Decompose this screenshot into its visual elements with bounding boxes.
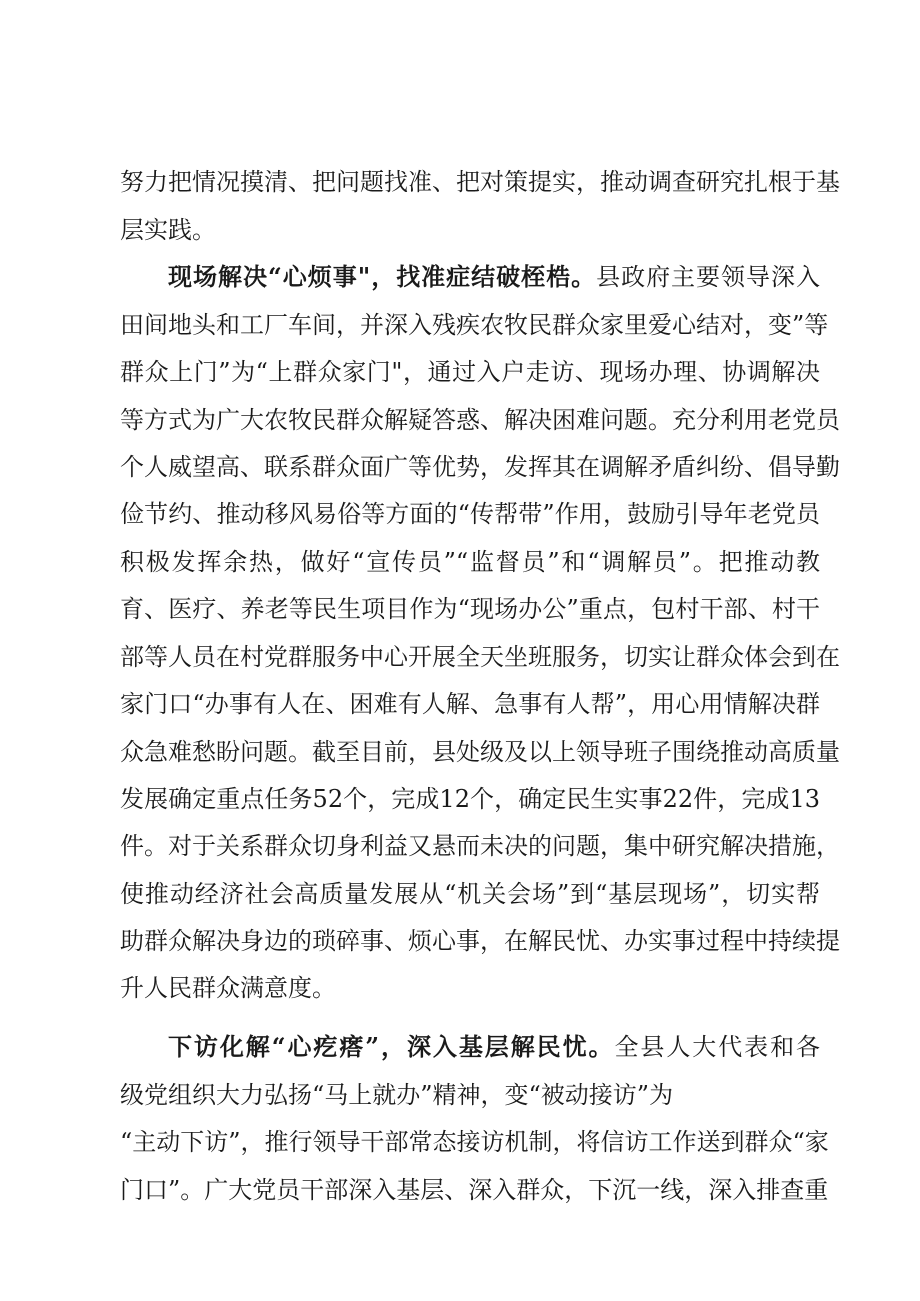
paragraph-2-line-4: 等方式为广大农牧民群众解疑答惑、解决困难问题。充分利用老党员 — [120, 406, 840, 434]
paragraph-1-line-1: 努力把情况摸清、把问题找准、把对策提实，推动调查研究扎根于基 — [120, 168, 840, 196]
paragraph-2-first-line — [168, 253, 820, 301]
paragraph-2-line-3: 群众上门”为“上群众家门"，通过入户走访、现场办理、协调解决 — [120, 358, 820, 386]
paragraph-2-line-13: 件。对于关系群众切身利益又悬而未决的问题，集中研究解决措施， — [120, 832, 840, 860]
paragraph-3-line-4: 门口”。广大党员干部深入基层、深入群众，下沉一线，深入排查重 — [120, 1176, 829, 1204]
paragraph-3-first-line — [168, 1023, 820, 1071]
paragraph-2-line-11: 众急难愁盼问题。截至目前，县处级及以上领导班子围绕推动高质量 — [120, 738, 840, 766]
paragraph-2-line-6: 俭节约、推动移风易俗等方面的“传帮带”作用，鼓励引导年老党员 — [120, 500, 820, 528]
paragraph-2-line-2: 田间地头和工厂车间，并深入残疾农牧民群众家里爱心结对，变”等 — [120, 311, 829, 339]
paragraph-2-heading: 现场解决“心烦事"，找准症结破桎梏。 — [168, 262, 597, 291]
paragraph-2-line-8: 育、医疗、养老等民生项目作为“现场办公”重点，包村干部、村干 — [120, 595, 820, 623]
paragraph-2-line-1-text: 县政府主要领导深入 — [596, 263, 820, 291]
paragraph-3-heading: 下访化解“心疙瘩”，深入基层解民忧。 — [168, 1032, 615, 1061]
paragraph-2-line-7: 积极发挥余热，做好“宣传员”“监督员”和“调解员”。把推动教 — [120, 548, 820, 576]
paragraph-2-line-9: 部等人员在村党群服务中心开展全天坐班服务，切实让群众体会到在 — [120, 643, 840, 671]
paragraph-3-line-1-text: 全县人大代表和各 — [614, 1033, 821, 1061]
paragraph-2-line-10: 家门口“办事有人在、困难有人解、急事有人帮”，用心用情解决群 — [120, 690, 820, 718]
paragraph-3-line-3: “主动下访”，推行领导干部常态接访机制，将信访工作送到群众“家 — [120, 1128, 829, 1156]
paragraph-2-line-16: 升人民群众满意度。 — [120, 974, 336, 1002]
paragraph-2-line-5: 个人威望高、联系群众面广等优势，发挥其在调解矛盾纠纷、倡导勤 — [120, 453, 840, 481]
paragraph-2-line-12: 发展确定重点任务52个，完成12个，确定民生实事22件，完成13 — [120, 785, 820, 813]
paragraph-2-line-15: 助群众解决身边的琐碎事、烦心事，在解民忧、办实事过程中持续提 — [120, 927, 840, 955]
paragraph-1-line-2: 层实践。 — [120, 216, 216, 244]
paragraph-3-line-2: 级党组织大力弘扬“马上就办”精神，变“被动接访”为 — [120, 1081, 674, 1109]
paragraph-2-line-14: 使推动经济社会高质量发展从“机关会场”到“基层现场”，切实帮 — [120, 880, 820, 908]
